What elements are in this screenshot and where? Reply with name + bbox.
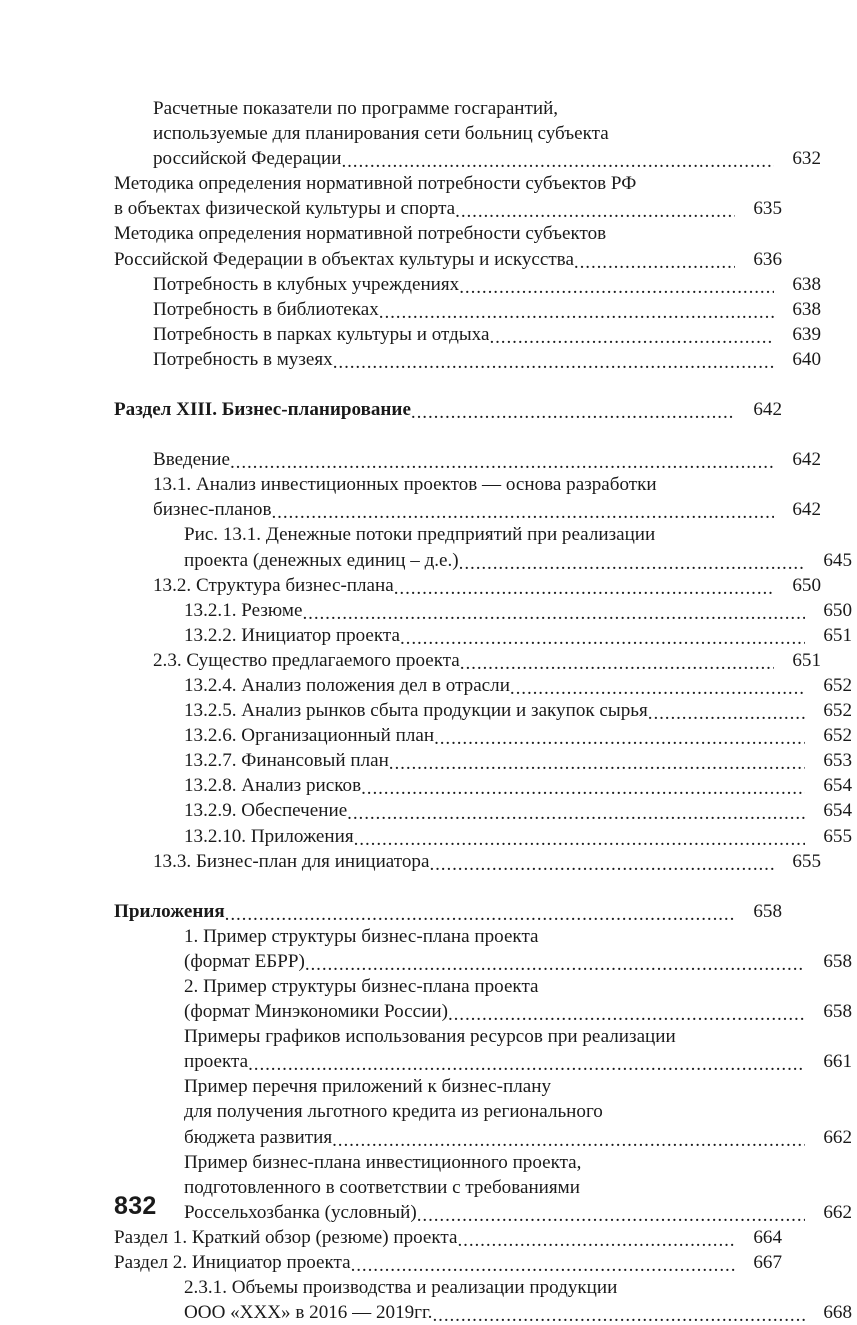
toc-entry-title: Потребность в музеях — [153, 348, 333, 370]
toc-entry[interactable] — [184, 773, 852, 798]
toc-entry-continuation-line: Рис. 13.1. Денежные потоки предприятий при реализации — [184, 524, 656, 546]
toc-entry-title: проекта (денежных единиц – д.е.) — [184, 549, 459, 571]
toc-entry-page-number: 642 — [753, 399, 782, 421]
toc-entry-title: 13.2.1. Резюме — [184, 599, 303, 621]
toc-entry-continuation-line: Методика определения нормативной потребности субъектов — [114, 223, 607, 245]
toc-entry[interactable] — [184, 1200, 852, 1225]
toc-entry-title: Потребность в парках культуры и отдыха — [153, 323, 490, 345]
toc-entry-title: Раздел 2. Инициатор проекта — [114, 1252, 351, 1274]
toc-entry-title: (формат ЕБРР) — [184, 950, 305, 972]
dot-leader — [389, 754, 805, 773]
toc-entry[interactable] — [184, 1049, 852, 1074]
toc-entry-continuation-line: 2. Пример структуры бизнес-плана проекта — [184, 976, 539, 997]
toc-entry-continuation-line: 1. Пример структуры бизнес-плана проекта — [184, 925, 539, 947]
toc-entry[interactable] — [153, 849, 821, 874]
dot-leader — [429, 855, 774, 874]
toc-entry-page-number: 638 — [792, 273, 821, 295]
dot-leader — [411, 403, 735, 422]
toc-entry-continuation-line: для получения льготного кредита из регионального — [184, 1101, 603, 1123]
page-number-folio: 832 — [114, 1192, 157, 1220]
dot-leader — [351, 1256, 735, 1275]
dot-leader — [459, 554, 805, 573]
toc-entry-title: в объектах физической культуры и спорта — [114, 198, 456, 220]
dot-leader — [271, 503, 774, 522]
toc-entry[interactable] — [184, 598, 852, 623]
dot-leader — [434, 729, 805, 748]
toc-entry[interactable] — [184, 698, 852, 723]
toc-entry[interactable] — [114, 196, 782, 221]
toc-entry-page-number: 638 — [792, 298, 821, 320]
toc-entry-page-number: 652 — [823, 725, 852, 747]
toc-entry-page-number: 642 — [792, 449, 821, 471]
toc-entry[interactable] — [184, 999, 852, 1024]
toc-entry-continuation-line: Примеры графиков использования ресурсов при реализации — [184, 1026, 676, 1048]
dot-leader — [400, 629, 805, 648]
toc-entry[interactable] — [153, 347, 821, 372]
dot-leader — [432, 1306, 805, 1325]
toc-entry-page-number: 651 — [792, 649, 821, 671]
toc-entry-title: 13.2.7. Финансовый план — [184, 750, 389, 772]
toc-entry[interactable] — [114, 247, 782, 272]
toc-entry-page-number: 640 — [792, 348, 821, 370]
toc-entry[interactable] — [184, 723, 852, 748]
dot-leader — [379, 303, 774, 322]
toc-entry-page-number: 662 — [823, 1201, 852, 1223]
toc-entry-continuation-line: Пример перечня приложений к бизнес-плану — [184, 1076, 551, 1098]
toc-entry-continuation-line: 2.3.1. Объемы производства и реализации продукции — [184, 1277, 618, 1299]
toc-entry-title: ООО «XXX» в 2016 — 2019гг. — [184, 1302, 433, 1324]
toc-entry[interactable] — [153, 297, 821, 322]
dot-leader — [455, 202, 735, 221]
dot-leader — [347, 804, 805, 823]
toc-entry-title: 13.2.6. Организационный план — [184, 725, 435, 747]
toc-entry[interactable] — [153, 497, 821, 522]
toc-entry-title: Введение — [153, 449, 230, 471]
toc-entry-title: 13.2.5. Анализ рынков сбыта продукции и закупок сырья — [184, 700, 648, 722]
toc-entry-page-number: 650 — [792, 574, 821, 596]
toc-entry-title: 13.2.2. Инициатор проекта — [184, 624, 400, 646]
dot-leader — [459, 278, 774, 297]
toc-entry-title: Россельхозбанка (условный) — [184, 1201, 417, 1223]
toc-entry[interactable] — [153, 272, 821, 297]
toc-entry[interactable] — [114, 1250, 782, 1275]
toc-entry-page-number: 639 — [792, 323, 821, 345]
dot-leader — [333, 353, 774, 372]
toc-section-entry[interactable] — [114, 899, 782, 924]
toc-entry-page-number: 654 — [823, 775, 852, 797]
table-of-contents — [114, 96, 852, 1325]
toc-entry-page-number: 653 — [823, 750, 852, 772]
toc-entry-title: 13.2.4. Анализ положения дел в отрасли — [184, 674, 510, 696]
toc-entry[interactable] — [153, 573, 821, 598]
dot-leader — [225, 905, 735, 924]
toc-entry-title: Приложения — [114, 900, 225, 922]
toc-entry-continuation-line: подготовленного в соответствии с требованиями — [184, 1176, 580, 1198]
dot-leader — [302, 604, 805, 623]
toc-entry-title: Раздел XIII. Бизнес-планирование — [114, 399, 411, 421]
toc-entry-page-number: 645 — [823, 549, 852, 571]
toc-entry-page-number: 642 — [792, 499, 821, 521]
toc-entry-continuation-line: 13.1. Анализ инвестиционных проектов — основа разработки — [153, 474, 657, 496]
toc-entry-title: 13.3. Бизнес-план для инициатора — [153, 850, 430, 872]
dot-leader — [510, 679, 805, 698]
toc-entry-page-number: 652 — [823, 700, 852, 722]
toc-entry-continuation-line: Методика определения нормативной потребности субъектов РФ — [114, 173, 637, 195]
toc-entry[interactable] — [114, 1225, 782, 1250]
toc-entry-title: Потребность в библиотеках — [153, 298, 379, 320]
toc-entry-page-number: 654 — [823, 800, 852, 822]
dot-leader — [448, 1005, 805, 1024]
toc-entry-title: бизнес-планов — [153, 499, 272, 521]
toc-entry-continuation-line: Пример бизнес-плана инвестиционного проекта, — [184, 1151, 582, 1173]
toc-entry[interactable] — [153, 648, 821, 673]
toc-entry-page-number: 668 — [823, 1302, 852, 1324]
toc-entry-title: 13.2. Структура бизнес-плана — [153, 574, 394, 596]
toc-entry-page-number: 667 — [753, 1252, 782, 1274]
toc-entry-page-number: 650 — [823, 599, 852, 621]
dot-leader — [305, 955, 805, 974]
toc-entry[interactable] — [184, 623, 852, 648]
toc-entry[interactable] — [184, 548, 852, 573]
toc-entry-page-number: 658 — [753, 900, 782, 922]
toc-entry[interactable] — [184, 824, 852, 849]
toc-entry[interactable] — [184, 798, 852, 823]
toc-entry-continuation-line: используемые для планирования сети больниц субъекта — [153, 123, 609, 145]
toc-entry-page-number: 658 — [823, 950, 852, 972]
toc-entry-title: Раздел 1. Краткий обзор (резюме) проекта — [114, 1226, 458, 1248]
toc-entry-title: (формат Минэкономики России) — [184, 1001, 448, 1023]
toc-entry[interactable] — [153, 447, 821, 472]
dot-leader — [574, 253, 735, 272]
dot-leader — [457, 1231, 735, 1250]
toc-entry-page-number: 636 — [753, 248, 782, 270]
toc-entry[interactable] — [184, 1300, 852, 1325]
dot-leader — [248, 1055, 805, 1074]
dot-leader — [361, 779, 805, 798]
toc-entry-page-number: 661 — [823, 1051, 852, 1073]
toc-entry-page-number: 655 — [792, 850, 821, 872]
toc-entry-title: Потребность в клубных учреждениях — [153, 273, 460, 295]
toc-entry-title: 2.3. Существо предлагаемого проекта — [153, 649, 460, 671]
toc-entry-title: российской Федерации — [153, 148, 342, 170]
dot-leader — [460, 654, 774, 673]
toc-entry-title: проекта — [184, 1051, 249, 1073]
toc-entry[interactable] — [184, 1125, 852, 1150]
toc-entry-page-number: 664 — [753, 1226, 782, 1248]
toc-entry[interactable] — [184, 673, 852, 698]
toc-entry-page-number: 655 — [823, 825, 852, 847]
dot-leader — [332, 1131, 805, 1150]
dot-leader — [394, 579, 774, 598]
toc-entry-page-number: 662 — [823, 1126, 852, 1148]
toc-section-entry[interactable] — [114, 397, 782, 422]
dot-leader — [648, 704, 805, 723]
dot-leader — [230, 453, 774, 472]
dot-leader — [489, 328, 774, 347]
toc-entry-title: 13.2.10. Приложения — [184, 825, 354, 847]
toc-entry[interactable] — [184, 949, 852, 974]
toc-entry-title: 13.2.9. Обеспечение — [184, 800, 348, 822]
toc-entry-page-number: 658 — [823, 1001, 852, 1023]
toc-entry-page-number: 651 — [823, 624, 852, 646]
toc-entry[interactable] — [153, 322, 821, 347]
toc-entry-continuation-line: Расчетные показатели по программе госгарантий, — [153, 98, 559, 119]
toc-entry-page-number: 652 — [823, 674, 852, 696]
dot-leader — [417, 1206, 805, 1225]
toc-entry-title: бюджета развития — [184, 1126, 333, 1148]
toc-entry-title: Российской Федерации в объектах культуры и искусства — [114, 248, 574, 270]
dot-leader — [341, 152, 774, 171]
dot-leader — [354, 830, 805, 849]
toc-entry-page-number: 632 — [792, 148, 821, 170]
toc-entry-title: 13.2.8. Анализ рисков — [184, 775, 362, 797]
toc-entry-page-number: 635 — [753, 198, 782, 220]
toc-entry[interactable] — [153, 146, 821, 171]
toc-entry[interactable] — [184, 748, 852, 773]
